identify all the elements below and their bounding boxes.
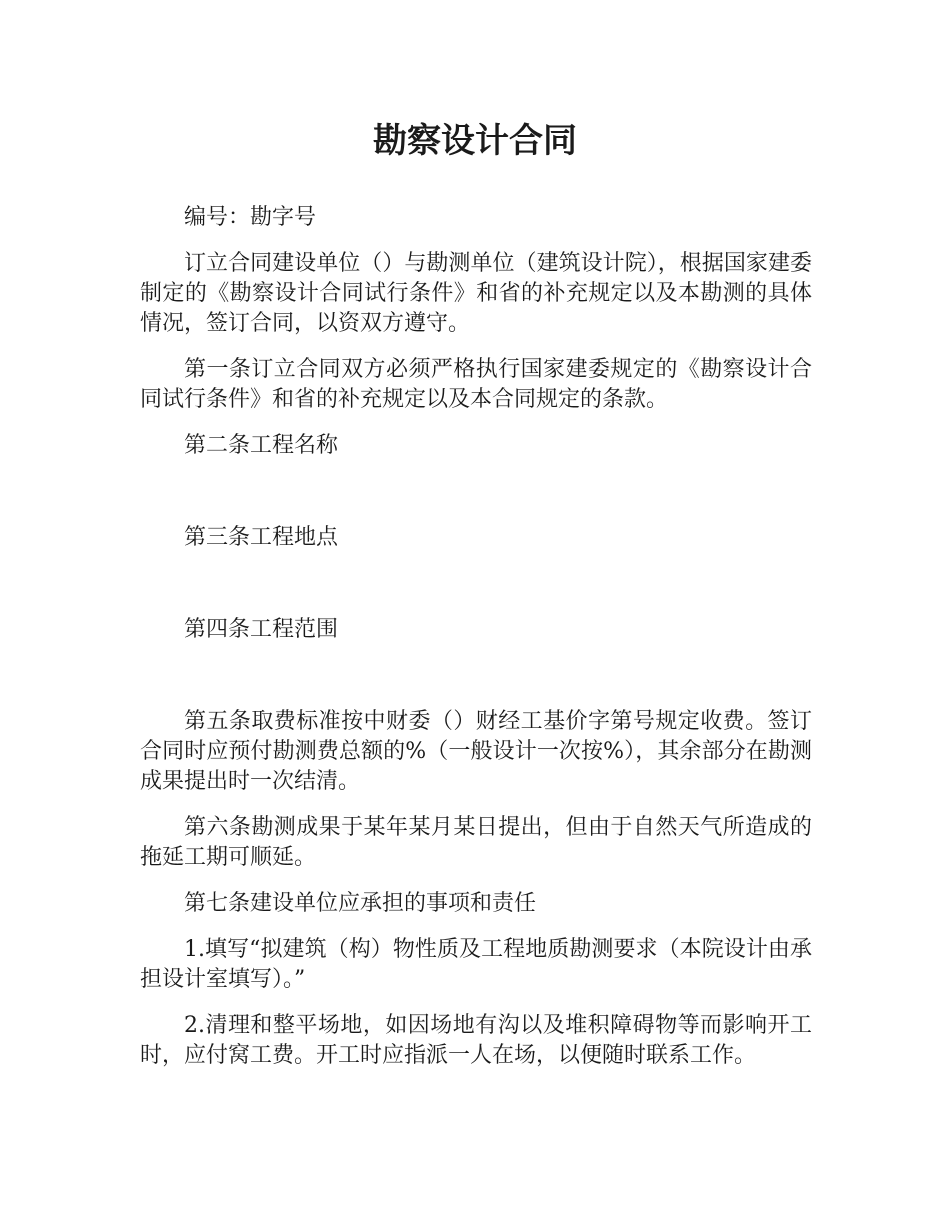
document-body xyxy=(140,203,812,1071)
article-6-delivery-date: 第六条勘测成果于某年某月某日提出，但由于自然天气所造成的拖延工期可顺延。 xyxy=(140,815,812,870)
contract-number: 编号：勘字号 xyxy=(184,205,317,230)
article-1: 第一条订立合同双方必须严格执行国家建委规定的《勘察设计合同试行条件》和省的补充规定以及本合同规定的条款。 xyxy=(140,357,812,412)
preamble-paragraph: 订立合同建设单位（）与勘测单位（建筑设计院），根据国家建委制定的《勘察设计合同试行条件》和省的补充规定以及本勘测的具体情况，签订合同，以资双方遵守。 xyxy=(140,251,812,336)
article-2-project-name: 第二条工程名称 xyxy=(184,433,339,458)
article-3-project-location: 第三条工程地点 xyxy=(184,525,339,550)
article-7-item-1: 1.填写“拟建筑（构）物性质及工程地质勘测要求（本院设计由承担设计室填写）。” xyxy=(140,937,812,992)
article-7-item-2: 2.清理和整平场地，如因场地有沟以及堆积障碍物等而影响开工时，应付窝工费。开工时应指派一人在场，以便随时联系工作。 xyxy=(140,1013,812,1068)
article-7-client-duties: 第七条建设单位应承担的事项和责任 xyxy=(184,891,537,916)
article-4-project-scope: 第四条工程范围 xyxy=(184,617,339,642)
article-5-fee-standard: 第五条取费标准按中财委（）财经工基价字第号规定收费。签订合同时应预付勘测费总额的%（一般设计一次按%），其余部分在勘测成果提出时一次结清。 xyxy=(140,709,812,794)
document-title: 勘察设计合同 xyxy=(373,121,577,161)
